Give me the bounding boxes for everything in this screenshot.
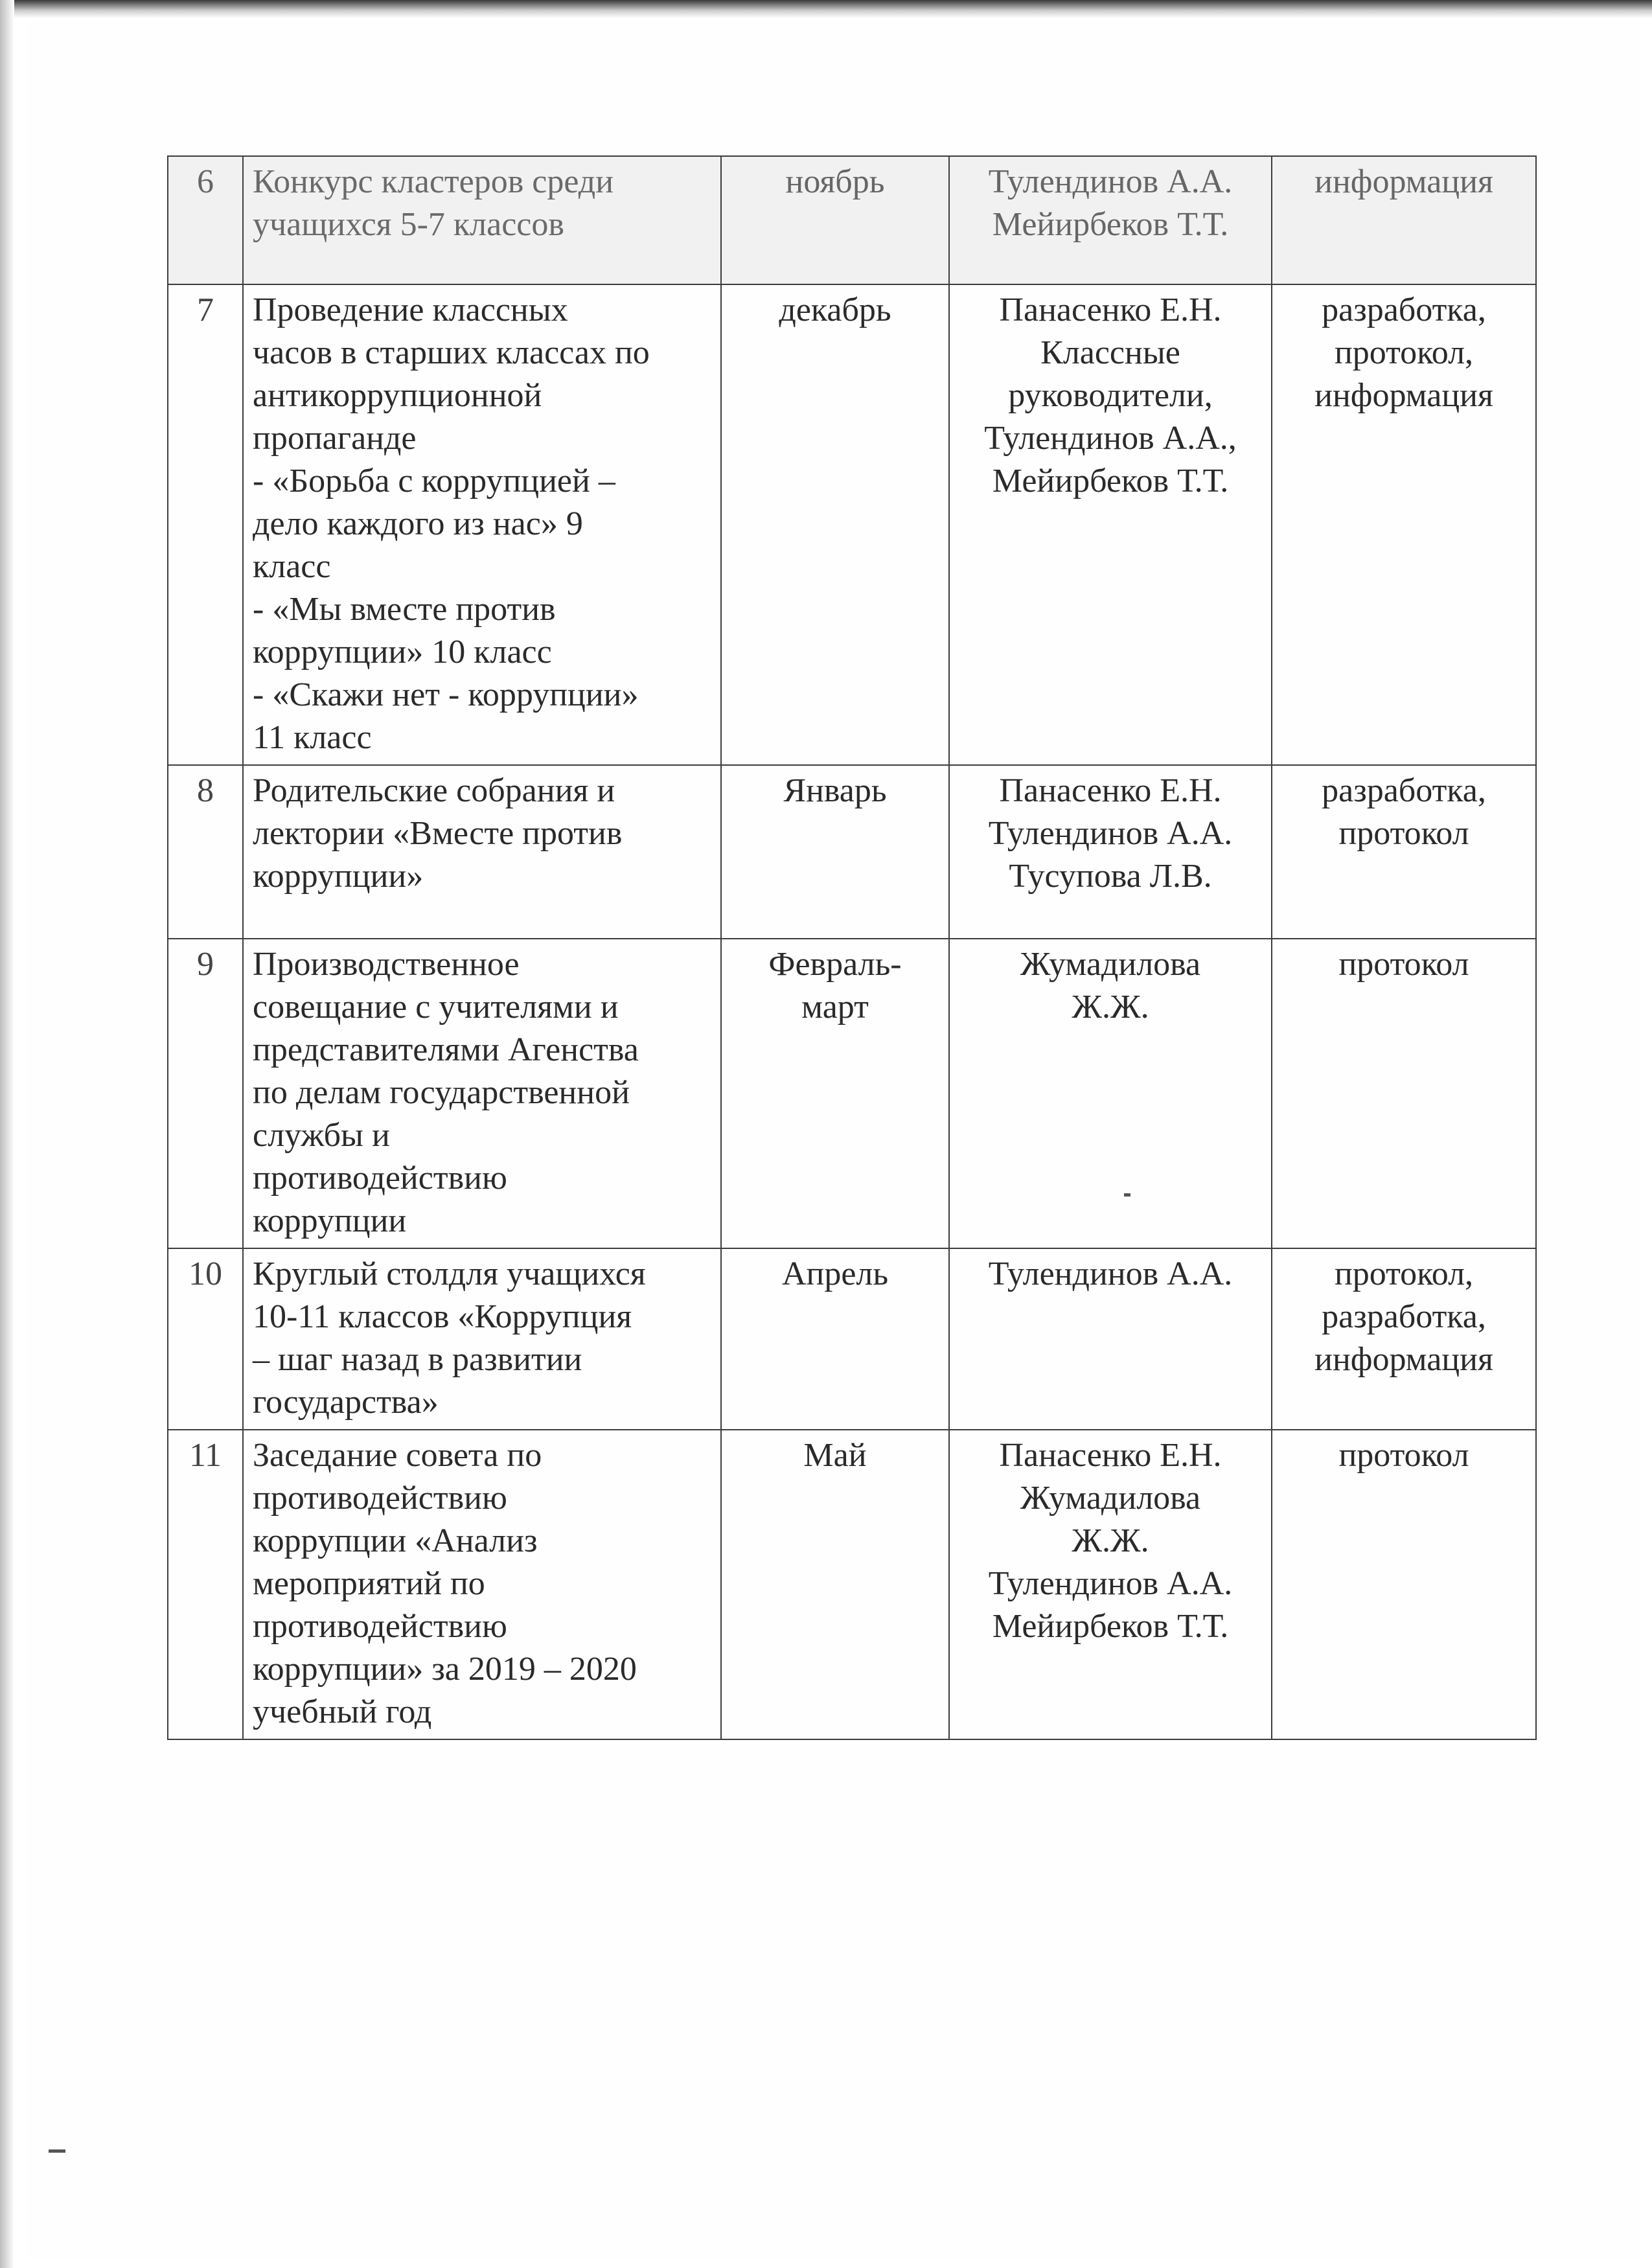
- row-number: 6: [168, 156, 243, 284]
- date-cell: Май: [721, 1430, 949, 1739]
- date-cell: ноябрь: [721, 156, 949, 284]
- responsible-cell: Тулендинов А.А.: [949, 1248, 1272, 1430]
- row-number: 8: [168, 765, 243, 939]
- form-cell: разработка, протокол, информация: [1272, 284, 1536, 765]
- responsible-cell: Жумадилова Ж.Ж.: [949, 939, 1272, 1248]
- event-cell: Проведение классных часов в старших классах по антикоррупционной пропаганде - «Борьба с коррупцией – дело каждого из нас» 9 класс - «Мы вместе против коррупции» 10 класс - «Скажи нет - коррупции» 11 класс: [243, 284, 721, 765]
- responsible-cell: Панасенко Е.Н. Тулендинов А.А. Тусупова Л.В.: [949, 765, 1272, 939]
- form-cell: протокол: [1272, 1430, 1536, 1739]
- responsible-cell: Панасенко Е.Н. Классные руководители, Тулендинов А.А., Мейирбеков Т.Т.: [949, 284, 1272, 765]
- event-cell: Родительские собрания и лектории «Вместе против коррупции»: [243, 765, 721, 939]
- table-row-9: [168, 939, 1536, 1248]
- form-cell: протокол: [1272, 939, 1536, 1248]
- scan-edge-top: [0, 0, 1652, 18]
- scan-speck: [1124, 1193, 1130, 1197]
- plan-table: [167, 155, 1537, 1740]
- table-row-7: [168, 284, 1536, 765]
- responsible-cell: Панасенко Е.Н. Жумадилова Ж.Ж. Тулендинов А.А. Мейирбеков Т.Т.: [949, 1430, 1272, 1739]
- row-number: 9: [168, 939, 243, 1248]
- form-cell: разработка, протокол: [1272, 765, 1536, 939]
- form-cell: протокол, разработка, информация: [1272, 1248, 1536, 1430]
- date-cell: Январь: [721, 765, 949, 939]
- event-cell: Круглый столдля учащихся 10-11 классов «Коррупция – шаг назад в развитии государства»: [243, 1248, 721, 1430]
- row-number: 11: [168, 1430, 243, 1739]
- scan-speck: [49, 2149, 65, 2153]
- event-cell: Конкурс кластеров среди учащихся 5-7 классов: [243, 156, 721, 284]
- event-cell: Производственное совещание с учителями и представителями Агенства по делам государственной службы и противодействию коррупции: [243, 939, 721, 1248]
- table-row-8: [168, 765, 1536, 939]
- date-cell: декабрь: [721, 284, 949, 765]
- date-cell: Апрель: [721, 1248, 949, 1430]
- event-cell: Заседание совета по противодействию коррупции «Анализ мероприятий по противодействию коррупции» за 2019 – 2020 учебный год: [243, 1430, 721, 1739]
- responsible-cell: Тулендинов А.А. Мейирбеков Т.Т.: [949, 156, 1272, 284]
- table-row-11: [168, 1430, 1536, 1739]
- date-cell: Февраль- март: [721, 939, 949, 1248]
- scan-edge-left: [0, 0, 14, 2268]
- table-row-10: [168, 1248, 1536, 1430]
- form-cell: информация: [1272, 156, 1536, 284]
- row-number: 7: [168, 284, 243, 765]
- row-number: 10: [168, 1248, 243, 1430]
- table-row-6: [168, 156, 1536, 284]
